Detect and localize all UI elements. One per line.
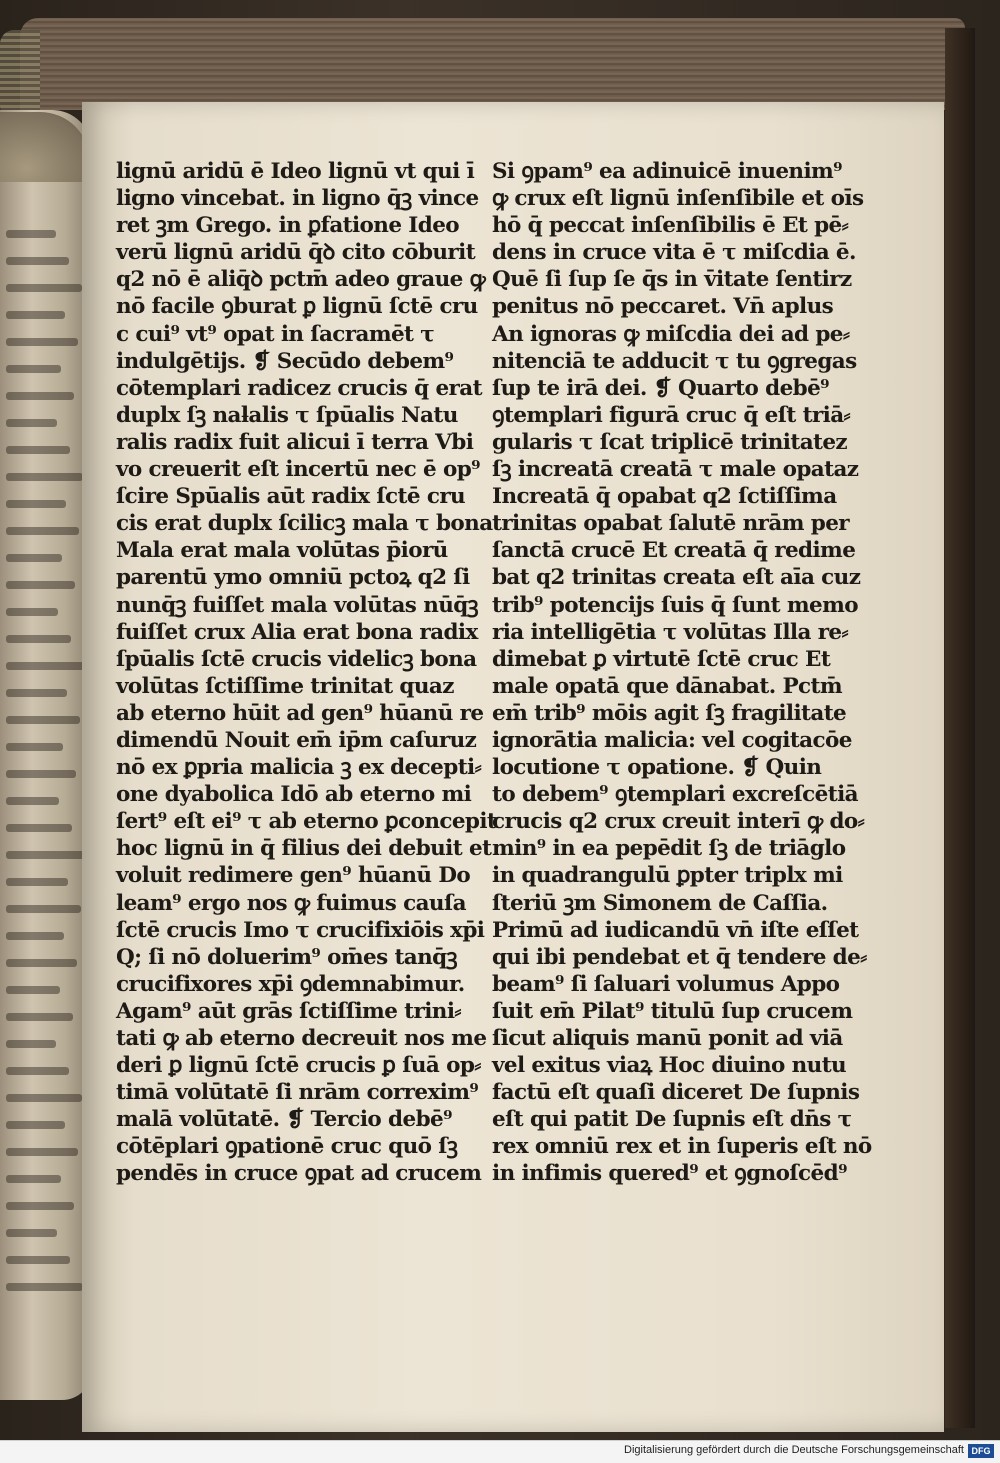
text-column-left: [116, 158, 497, 1188]
text-line: locutione τ opatione. ❡ Quin: [492, 755, 822, 781]
text-line: trib⁹ potencijs ſuis q̄ ſunt memo: [492, 592, 859, 618]
text-line: timā volūtatē ſi nrām correxim⁹: [116, 1080, 479, 1106]
text-line: crucifixores xp̄i ꝯdemnabimur.: [116, 971, 465, 997]
text-line: nō facile ꝯburat ꝑ lignū ſctē cru: [116, 294, 478, 320]
text-line: ſcire Spūalis aūt radix ſctē cru: [116, 484, 466, 510]
text-line: voluit redimere gen⁹ hūanū Do: [116, 863, 471, 889]
left-page-text-stripe: [6, 311, 65, 319]
left-page-text-stripe: [6, 608, 58, 616]
text-line: eſt qui patit De ſupnis eſt dn̄s τ: [492, 1107, 852, 1133]
text-line: cōtēplari ꝯpationē cruc quō ſꝫ: [116, 1134, 458, 1160]
left-page-text-stripe: [6, 1202, 74, 1210]
left-page-text-stripe: [6, 392, 74, 400]
text-line: crucis q2 crux creuit interī ꝙ do⸗: [492, 809, 865, 835]
text-line: nō ex ꝑpria malicia ꝫ ex decepti⸗: [116, 755, 482, 781]
text-line: dens in cruce vita ē τ miſcdia ē.: [492, 240, 856, 266]
text-line: indulgētijs. ❡ Secūdo debem⁹: [116, 348, 454, 374]
funding-credit: Digitalisierung gefördert durch die Deutsche Forschungsgemeinschaft: [624, 1444, 964, 1456]
left-page-text-stripe: [6, 770, 76, 778]
text-line: ralis radix fuit alicui ī terra Vbi: [116, 429, 474, 455]
left-page-text-stripe: [6, 500, 66, 508]
text-line: ſup te irā dei. ❡ Quarto debē⁹: [492, 375, 829, 401]
text-line: rex omniū rex et in ſuperis eſt nō: [492, 1134, 872, 1160]
left-page-text-stripe: [6, 635, 71, 643]
text-line: cōtemplari radicez crucis q̄ erat: [116, 375, 482, 401]
left-page-text-stripe: [6, 1283, 83, 1291]
spine-headband: [0, 30, 40, 120]
text-line: duplx ſꝫ naƚalis τ ſpūalis Natu: [116, 402, 458, 428]
text-line: Q; ſi nō doluerim⁹ om̄es tanq̄ꝫ: [116, 944, 457, 970]
recto-page: [82, 102, 944, 1432]
left-page-text-stripe: [6, 1094, 82, 1102]
text-line: leam⁹ ergo nos ꝙ fuimus cauſa: [116, 890, 466, 916]
left-page-text-stripe: [6, 1175, 61, 1183]
text-line: nitenciā te adducit τ tu ꝯgregas: [492, 348, 857, 374]
left-page-text-stripe: [6, 905, 81, 913]
text-line: ſicut aliquis manū ponit ad viā: [492, 1026, 843, 1051]
text-line: nunq̄ꝫ fuiſſet mala volūtas nūq̄ꝫ: [116, 592, 479, 618]
text-line: hō q̄ peccat inſenſibilis ē Et pē⸗: [492, 213, 849, 239]
left-page-text-stripe: [6, 797, 59, 805]
text-line: gularis τ ſcat triplicē trinitatez: [492, 429, 848, 455]
text-line: fuiſſet crux Alia erat bona radix: [116, 619, 478, 645]
left-page-text-stripe: [6, 743, 63, 751]
left-page-text-stripe: [6, 878, 68, 886]
left-page-text-stripe: [6, 365, 61, 373]
left-page-text-stripe: [6, 527, 79, 535]
text-line: An ignoras ꝙ miſcdia dei ad pe⸗: [492, 321, 850, 347]
text-line: one dyabolica Idō ab eterno mi: [116, 782, 472, 808]
text-line: pendēs in cruce ꝯpat ad crucem: [116, 1161, 482, 1187]
text-line: ignorātia malicia: vel cogitacōe: [492, 727, 852, 753]
text-line: ꝙ crux eſt lignū inſenſibile et oīs: [492, 186, 864, 212]
left-page-text-stripe: [6, 1067, 69, 1075]
text-line: vo creuerit eſt incertū nec ē op⁹: [116, 457, 480, 483]
text-line: deri ꝑ lignū ſctē crucis ꝑ ſuā op⸗: [116, 1053, 481, 1079]
text-line: ria intelligētia τ volūtas Illa re⸗: [492, 619, 849, 645]
dfg-logo: DFG: [968, 1444, 994, 1458]
text-line: Agam⁹ aūt grās ſctiſſime trini⸗: [116, 998, 461, 1024]
left-page-text-stripe: [6, 473, 83, 481]
left-page-text-stripe: [6, 554, 62, 562]
text-line: ſpūalis ſctē crucis videlicꝫ bona: [116, 646, 477, 672]
text-line: vel exitus viaꝝ Hoc diuino nutu: [492, 1053, 847, 1079]
text-column-right: [492, 158, 872, 1188]
text-line: male opatā que dānabat. Pctm̄: [492, 673, 843, 699]
text-line: beam⁹ ſi ſaluari volumus Appo: [492, 971, 840, 997]
footer-bar: [0, 1440, 1000, 1463]
left-page-text-stripe: [6, 1040, 56, 1048]
text-line: in infimis quered⁹ et ꝯgnoſcēd⁹: [492, 1161, 847, 1187]
book-cover-edge: [945, 28, 975, 1428]
text-line: in quadrangulū ꝑpter triplx mi: [492, 863, 843, 889]
text-line: verū lignū aridū q̄ꝺ cito cōburit: [116, 240, 476, 266]
text-line: c cui⁹ vt⁹ opat in ſacramēt τ: [116, 321, 435, 347]
text-line: ſuit em̄ Pilat⁹ titulū ſup crucem: [492, 998, 853, 1024]
left-page-text-stripe: [6, 419, 57, 427]
text-line: qui ibi pendebat et q̄ tendere de⸗: [492, 944, 867, 970]
text-line: Si ꝯpam⁹ ea adinuicē inuenim⁹: [492, 159, 843, 184]
page-edges: [20, 18, 965, 110]
text-line: to debem⁹ ꝯtemplari excreſcētiā: [492, 782, 858, 808]
text-line: ſert⁹ eſt ei⁹ τ ab eterno ꝑconcepit: [116, 809, 497, 835]
left-page-text-stripe: [6, 230, 56, 238]
left-page-text-stripe: [6, 284, 82, 292]
left-page-text-stripe: [6, 1256, 70, 1264]
left-page-text-stripe: [6, 338, 78, 346]
text-line: Primū ad iudicandū vn̄ iſte eſſet: [492, 917, 859, 943]
text-line: bat q2 trinitas creata eſt aīa cuz: [492, 565, 861, 591]
text-line: q2 nō ē aliq̄ꝺ pctm̄ adeo graue ꝙ: [116, 267, 486, 293]
left-page-text-stripe: [6, 1121, 65, 1129]
text-line: penitus nō peccaret. Vn̄ aplus: [492, 294, 834, 320]
text-line: Quē ſi ſup ſe q̄s in v̄itate ſentirz: [492, 267, 852, 293]
left-page-text-stripe: [6, 257, 69, 265]
text-line: lignū aridū ē Ideo lignū vt qui ī: [116, 159, 475, 184]
text-line: ab eterno hūit ad gen⁹ hūanū re: [116, 700, 484, 726]
left-page-text-stripe: [6, 1148, 78, 1156]
left-page-text-stripe: [6, 851, 85, 859]
text-line: ſanctā crucē Et creatā q̄ redime: [492, 538, 856, 564]
left-page-text-stripe: [6, 689, 67, 697]
text-line: Mala erat mala volūtas p̄iorū: [116, 538, 448, 564]
left-page-text-stripe: [6, 959, 77, 967]
left-page-text-stripe: [6, 1013, 73, 1021]
left-page-text-stripe: [6, 581, 75, 589]
text-line: dimendū Nouit em̄ ip̄m caſuruz: [116, 727, 477, 753]
text-line: factū eſt quaſi diceret De ſupnis: [492, 1080, 860, 1106]
left-page-text-stripe: [6, 1229, 57, 1237]
text-line: ſctē crucis Imo τ crucifixiōis xp̄i: [116, 917, 485, 943]
text-line: Increatā q̄ opabat q2 ſctiſſima: [492, 484, 837, 510]
left-page-text-stripe: [6, 716, 80, 724]
text-line: malā volūtatē. ❡ Tercio debē⁹: [116, 1107, 452, 1133]
text-line: cis erat duplx ſcilicꝫ mala τ bona: [116, 511, 493, 537]
text-line: ſꝫ increatā creatā τ male opataz: [492, 457, 859, 483]
text-line: trinitas opabat ſalutē nrām per: [492, 511, 849, 537]
left-page-text-stripe: [6, 662, 84, 670]
text-line: em̄ trib⁹ mōis agit ſꝫ fragilitate: [492, 700, 847, 726]
text-line: ꝯtemplari figurā cruc q̄ eſt triā⸗: [492, 402, 851, 428]
text-line: dimebat ꝑ virtutē ſctē cruc Et: [492, 646, 831, 672]
left-page-text-stripe: [6, 824, 72, 832]
text-line: volūtas ſctiſſime trinitat quaz: [116, 673, 454, 699]
left-page-curl: [0, 110, 92, 1400]
text-line: ligno vincebat. in ligno q̄ꝫ vince: [116, 186, 479, 212]
text-line: hoc lignū in q̄ filius dei debuit et: [116, 836, 492, 862]
text-line: tati ꝙ ab eterno decreuit nos me: [116, 1026, 487, 1051]
text-line: ret ꝫm Grego. in ꝑfatione Ideo: [116, 213, 460, 239]
text-line: parentū ymo omniū pctoꝝ q2 ſi: [116, 565, 470, 591]
left-page-text-stripe: [6, 986, 60, 994]
text-line: min⁹ in ea pepēdit ſꝫ de triāglo: [492, 836, 846, 862]
left-page-text-stripe: [6, 932, 64, 940]
left-page-text-stripe: [6, 446, 70, 454]
text-line: ſteriū ꝫm Simonem de Caſſia.: [492, 890, 828, 916]
